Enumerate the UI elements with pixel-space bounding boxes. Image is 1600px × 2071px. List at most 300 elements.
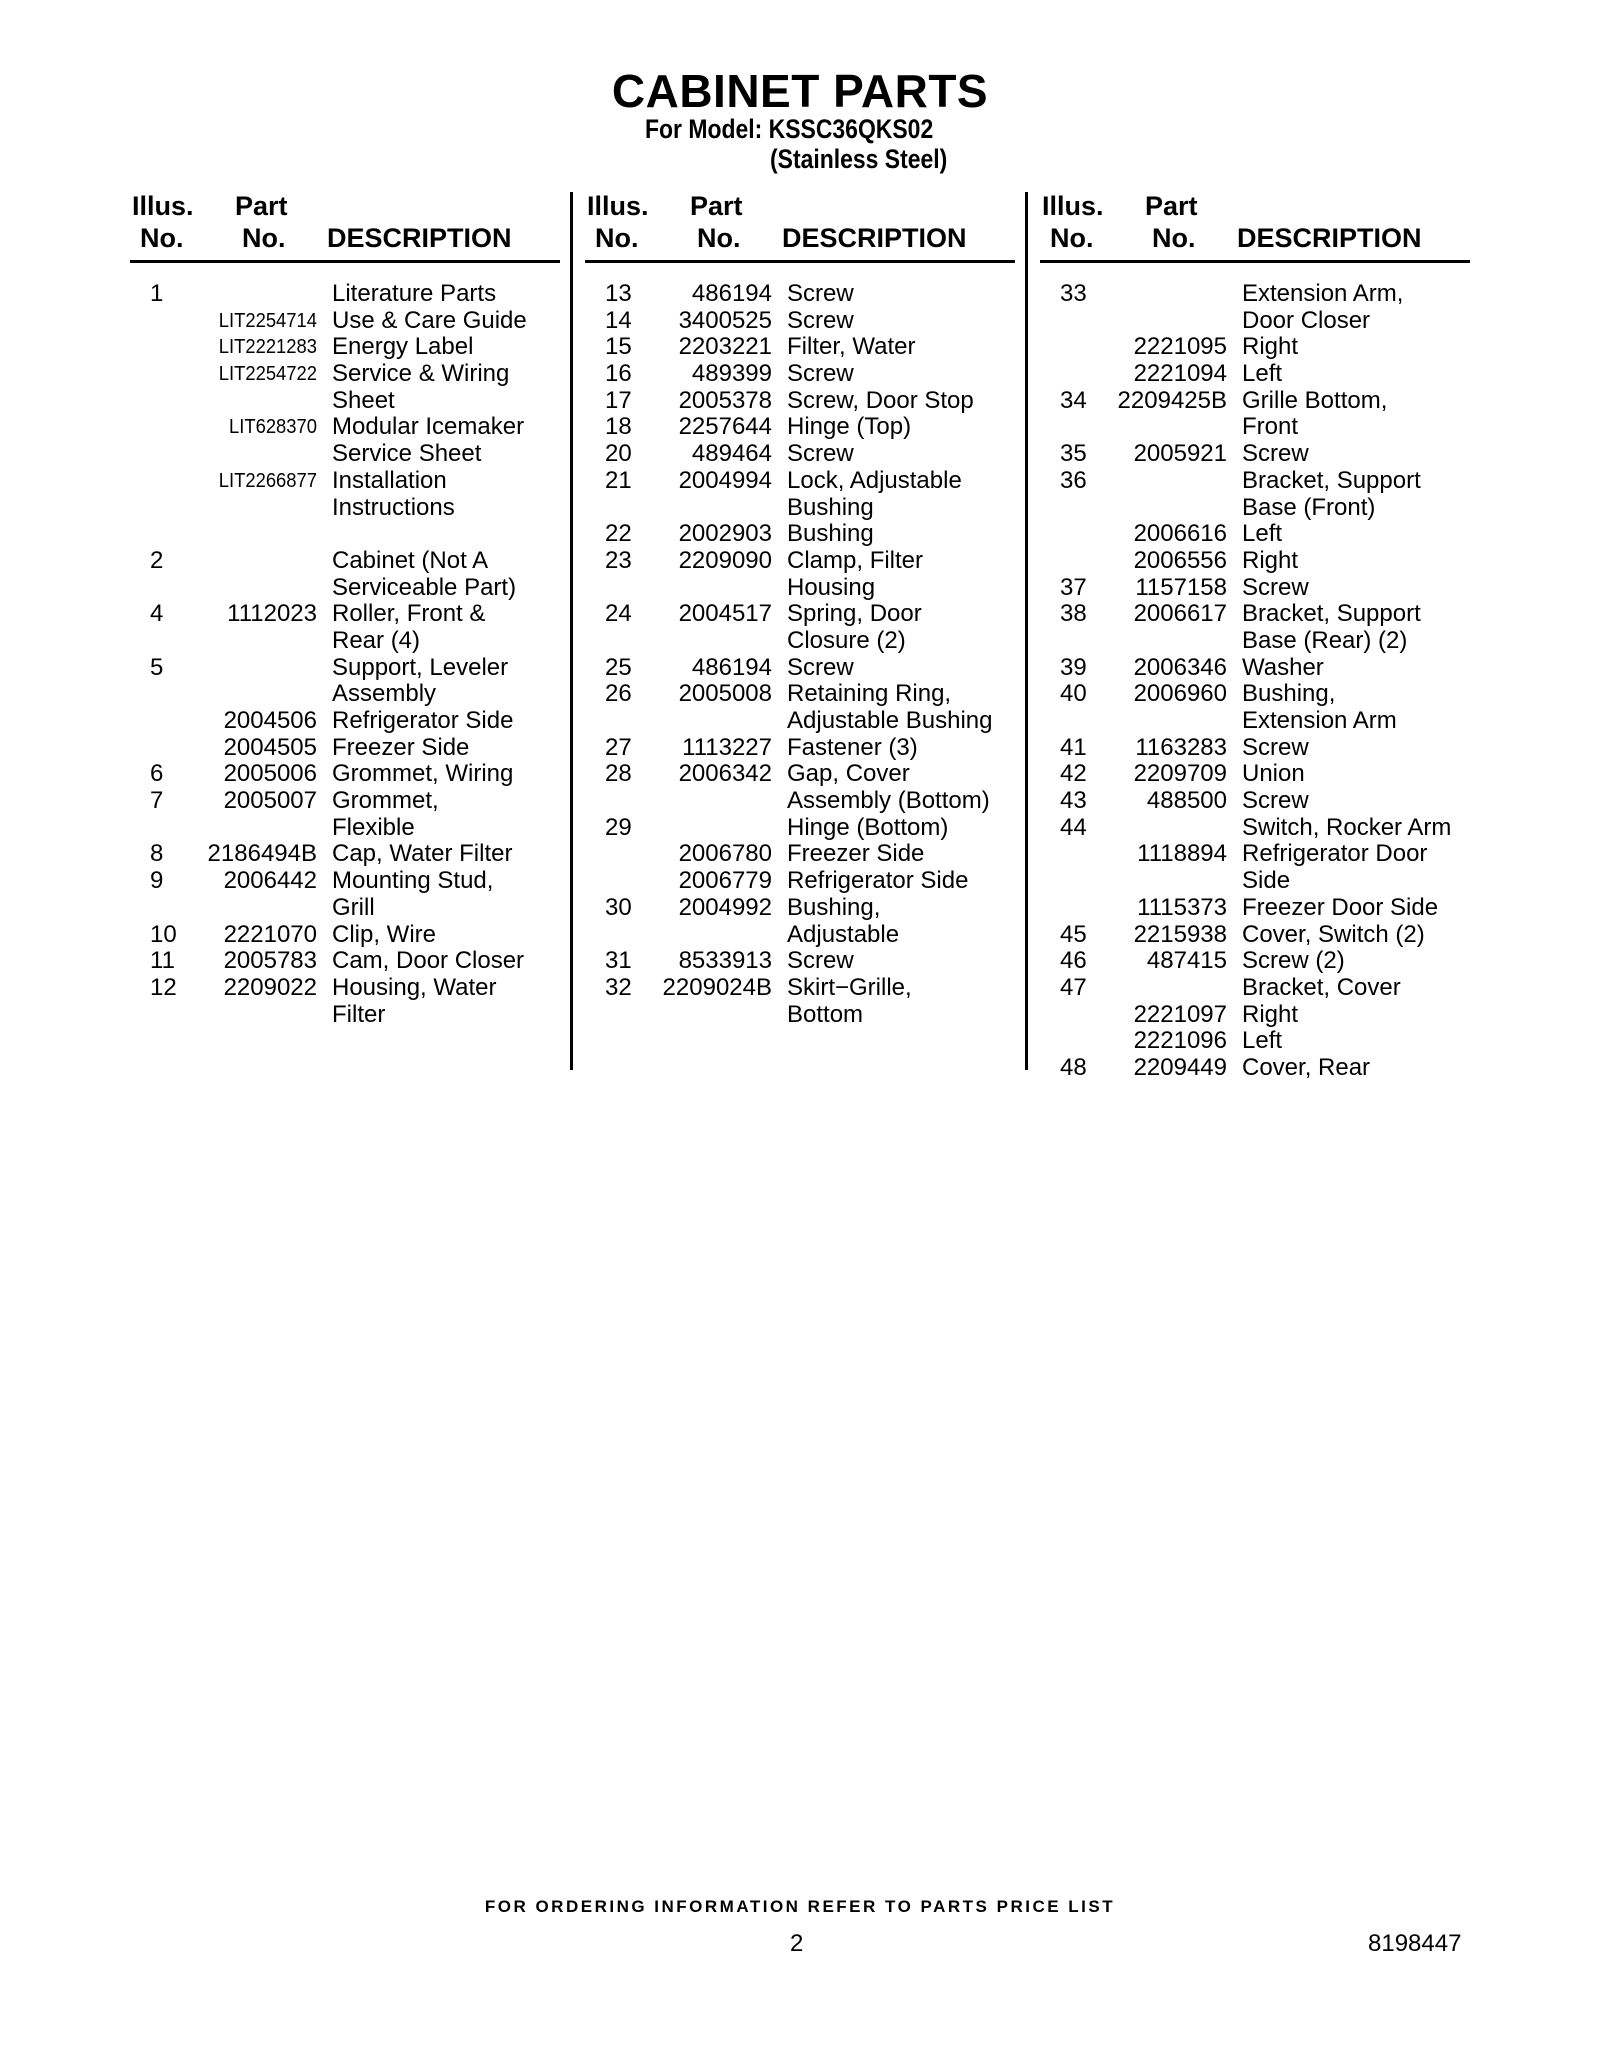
part-description: Screw <box>1242 440 1309 468</box>
illus-number: 24 <box>605 600 632 628</box>
part-no-header: No. <box>242 223 286 253</box>
part-description: Cam, Door Closer <box>332 947 525 975</box>
table-row <box>1040 628 1470 655</box>
part-description: Housing, Water <box>332 973 497 1001</box>
table-row <box>585 361 1015 388</box>
illus-header: Illus. <box>587 191 649 221</box>
part-description: Freezer Side <box>332 733 470 761</box>
illus-number: 34 <box>1060 386 1087 414</box>
part-number: 486194 <box>691 653 772 681</box>
part-number: 2186494B <box>207 840 317 868</box>
table-row <box>130 548 560 575</box>
table-row <box>1040 895 1470 922</box>
table-row <box>585 495 1015 522</box>
table-row <box>1040 868 1470 895</box>
part-number: 1157158 <box>1135 573 1227 601</box>
table-row <box>130 334 560 361</box>
table-row <box>585 548 1015 575</box>
illus-header: Illus. <box>1042 191 1104 221</box>
illus-number: 14 <box>605 306 632 334</box>
part-number: 2006960 <box>1133 680 1227 708</box>
part-description: Screw, Door Stop <box>787 386 974 414</box>
part-number: 487415 <box>1146 947 1227 975</box>
part-description: Use & Care Guide <box>332 306 527 334</box>
part-description: Bushing, <box>787 893 881 921</box>
table-row <box>1040 1055 1470 1082</box>
table-row <box>585 441 1015 468</box>
illus-number: 22 <box>605 520 632 548</box>
table-row <box>585 708 1015 735</box>
part-number: 2221095 <box>1133 333 1227 361</box>
part-number: 1163283 <box>1135 733 1227 761</box>
part-description: Rear (4) <box>332 626 421 654</box>
table-row <box>1040 521 1470 548</box>
part-description: Mounting Stud, <box>332 867 494 895</box>
table-row <box>585 628 1015 655</box>
part-description: Grill <box>332 893 375 921</box>
illus-number: 26 <box>605 680 632 708</box>
part-description: Gap, Cover <box>787 760 910 788</box>
part-description: Union <box>1242 760 1305 788</box>
table-row <box>585 521 1015 548</box>
table-row <box>1040 361 1470 388</box>
part-no-header: No. <box>697 223 741 253</box>
table-row <box>1040 655 1470 682</box>
part-description: Sheet <box>332 386 395 414</box>
table-row <box>1040 414 1470 441</box>
table-row <box>1040 388 1470 415</box>
part-description: Bushing <box>787 493 874 521</box>
part-description: Support, Leveler <box>332 653 509 681</box>
table-row <box>130 281 560 308</box>
illus-number: 9 <box>150 867 164 895</box>
table-row <box>130 655 560 682</box>
part-description: Flexible <box>332 813 415 841</box>
illus-number: 43 <box>1060 787 1087 815</box>
table-row <box>1040 735 1470 762</box>
illus-number: 11 <box>150 947 175 975</box>
part-number: 1118894 <box>1137 840 1227 868</box>
table-row <box>130 468 560 495</box>
parts-column-3 <box>1040 190 1470 1082</box>
illus-number: 48 <box>1060 1053 1087 1081</box>
document-number: 8198447 <box>1368 1930 1462 1957</box>
illus-number: 7 <box>150 787 164 815</box>
part-description: Base (Rear) (2) <box>1242 626 1408 654</box>
illus-number: 35 <box>1060 440 1087 468</box>
illus-number: 4 <box>150 600 164 628</box>
part-description: Energy Label <box>332 333 474 361</box>
part-number: 2209709 <box>1133 760 1227 788</box>
part-description: Screw (2) <box>1242 947 1345 975</box>
part-header: Part <box>1145 191 1198 221</box>
part-description: Installation <box>332 466 447 494</box>
illus-no-header: No. <box>595 223 639 253</box>
part-description: Screw <box>1242 787 1309 815</box>
table-row <box>1040 308 1470 335</box>
table-row <box>130 975 560 1002</box>
illus-number: 31 <box>605 947 632 975</box>
part-number: 2004505 <box>223 733 317 761</box>
table-row <box>130 708 560 735</box>
table-row <box>1040 761 1470 788</box>
column-divider <box>570 192 573 1070</box>
column-header <box>1040 190 1470 263</box>
illus-number: 39 <box>1060 653 1087 681</box>
table-row <box>130 628 560 655</box>
illus-number: 12 <box>150 973 177 1001</box>
part-description: Literature Parts <box>332 280 497 307</box>
table-row <box>130 948 560 975</box>
part-description: Serviceable Part) <box>332 573 517 601</box>
table-row <box>1040 334 1470 361</box>
table-row <box>585 895 1015 922</box>
illus-number: 46 <box>1060 947 1087 975</box>
part-description: Refrigerator Door <box>1242 840 1428 868</box>
table-row <box>1040 495 1470 522</box>
column-header <box>130 190 560 263</box>
table-row <box>585 735 1015 762</box>
part-description: Door Closer <box>1242 306 1371 334</box>
part-number: 2257644 <box>678 413 772 441</box>
table-row <box>1040 575 1470 602</box>
column-divider <box>1025 192 1028 1070</box>
illus-number: 20 <box>605 440 632 468</box>
part-description: Bracket, Cover <box>1242 973 1401 1001</box>
part-number: 2221094 <box>1133 360 1227 388</box>
part-description: Cabinet (Not A <box>332 546 489 574</box>
part-number: 2221070 <box>223 920 317 948</box>
part-number: 2005783 <box>223 947 317 975</box>
table-row <box>130 735 560 762</box>
part-number: 2006346 <box>1133 653 1227 681</box>
part-description: Cover, Switch (2) <box>1242 920 1425 948</box>
part-description: Screw <box>1242 573 1309 601</box>
part-description: Closure (2) <box>787 626 906 654</box>
table-row <box>585 788 1015 815</box>
part-description: Skirt−Grille, <box>787 973 912 1001</box>
illus-number: 36 <box>1060 466 1087 494</box>
part-number: 1115373 <box>1137 893 1227 921</box>
part-number: 2006342 <box>678 760 772 788</box>
table-row <box>130 361 560 388</box>
part-number: 2005921 <box>1133 440 1227 468</box>
part-description: Grommet, <box>332 787 439 815</box>
part-description: Assembly <box>332 680 437 708</box>
table-row <box>585 468 1015 495</box>
part-description: Right <box>1242 333 1299 361</box>
part-number: 1112023 <box>227 600 317 628</box>
part-description: Lock, Adjustable <box>787 466 962 494</box>
illus-number: 17 <box>605 386 632 414</box>
part-description: Left <box>1242 1027 1283 1055</box>
part-description: Screw <box>787 947 854 975</box>
part-description: Switch, Rocker Arm <box>1242 813 1452 841</box>
part-number: 2004506 <box>223 707 317 734</box>
table-row <box>1040 948 1470 975</box>
illus-no-header: No. <box>140 223 184 253</box>
part-description: Cap, Water Filter <box>332 840 513 868</box>
table-row <box>1040 548 1470 575</box>
part-description: Screw <box>787 653 854 681</box>
parts-list <box>1040 281 1470 1082</box>
part-description: Base (Front) <box>1242 493 1376 521</box>
table-row <box>585 868 1015 895</box>
part-description: Left <box>1242 520 1283 548</box>
part-description: Grommet, Wiring <box>332 760 514 788</box>
table-row <box>585 308 1015 335</box>
part-description: Hinge (Bottom) <box>787 813 949 841</box>
part-description: Fastener (3) <box>787 733 918 761</box>
table-row <box>585 681 1015 708</box>
part-description: Right <box>1242 546 1299 574</box>
column-header <box>585 190 1015 263</box>
part-number: 2004992 <box>678 893 772 921</box>
table-row <box>585 414 1015 441</box>
illus-number: 8 <box>150 840 164 868</box>
illus-number: 23 <box>605 546 632 574</box>
table-row <box>130 761 560 788</box>
part-number: 2004517 <box>678 600 772 628</box>
table-row <box>130 521 560 548</box>
table-row <box>585 761 1015 788</box>
part-description: Screw <box>1242 733 1309 761</box>
part-number: 2006616 <box>1133 520 1227 548</box>
part-description: Grille Bottom, <box>1242 386 1388 414</box>
part-number: LIT2221283 <box>218 336 317 359</box>
part-no-header: No. <box>1152 223 1196 253</box>
table-row <box>585 655 1015 682</box>
model-subtitle: For Model: KSSC36QKS02 <box>645 114 934 144</box>
table-row <box>130 414 560 441</box>
part-number: 486194 <box>691 280 772 307</box>
part-description: Screw <box>787 280 854 307</box>
illus-no-header: No. <box>1050 223 1094 253</box>
part-number: 1113227 <box>682 733 772 761</box>
illus-number: 30 <box>605 893 632 921</box>
part-description: Retaining Ring, <box>787 680 952 708</box>
part-number: 2209449 <box>1133 1053 1227 1081</box>
part-number: 2006780 <box>678 840 772 868</box>
table-row <box>585 601 1015 628</box>
parts-column-2 <box>585 190 1015 1028</box>
parts-list <box>585 281 1015 1028</box>
part-number: 2209022 <box>223 973 317 1001</box>
table-row <box>585 1002 1015 1029</box>
table-row <box>585 281 1015 308</box>
part-description: Bushing <box>787 520 874 548</box>
table-row <box>1040 1028 1470 1055</box>
table-row <box>130 388 560 415</box>
parts-list <box>130 281 560 1028</box>
part-description: Adjustable Bushing <box>787 707 993 734</box>
illus-number: 10 <box>150 920 177 948</box>
part-description: Clip, Wire <box>332 920 437 948</box>
illus-number: 38 <box>1060 600 1087 628</box>
part-description: Bushing, <box>1242 680 1336 708</box>
table-row <box>130 441 560 468</box>
part-description: Cover, Rear <box>1242 1053 1371 1081</box>
part-description: Housing <box>787 573 876 601</box>
table-row <box>130 681 560 708</box>
illus-number: 18 <box>605 413 632 441</box>
part-description: Clamp, Filter <box>787 546 924 574</box>
table-row <box>1040 922 1470 949</box>
part-number: 2215938 <box>1133 920 1227 948</box>
illus-number: 45 <box>1060 920 1087 948</box>
table-row <box>1040 975 1470 1002</box>
part-number: 2005006 <box>223 760 317 788</box>
finish-subtitle: (Stainless Steel) <box>770 144 948 174</box>
part-description: Washer <box>1242 653 1324 681</box>
table-row <box>1040 708 1470 735</box>
table-row <box>130 788 560 815</box>
part-description: Bottom <box>787 1000 864 1028</box>
description-header: DESCRIPTION <box>782 223 967 253</box>
description-header: DESCRIPTION <box>1237 223 1422 253</box>
part-number: 2203221 <box>678 333 772 361</box>
part-description: Roller, Front & <box>332 600 486 628</box>
table-row <box>130 1002 560 1029</box>
part-description: Extension Arm, <box>1242 280 1404 307</box>
table-row <box>130 895 560 922</box>
part-number: 489464 <box>691 440 772 468</box>
table-row <box>585 975 1015 1002</box>
ordering-footer: FOR ORDERING INFORMATION REFER TO PARTS PRICE LIST <box>484 1897 1116 1916</box>
illus-number: 21 <box>605 466 632 494</box>
illus-number: 41 <box>1060 733 1087 761</box>
table-row <box>585 334 1015 361</box>
illus-number: 2 <box>150 546 164 574</box>
part-number: 2002903 <box>678 520 772 548</box>
table-row <box>585 815 1015 842</box>
illus-header: Illus. <box>132 191 194 221</box>
part-number: 488500 <box>1146 787 1227 815</box>
illus-number: 37 <box>1060 573 1087 601</box>
part-number: 2006442 <box>223 867 317 895</box>
part-description: Screw <box>787 440 854 468</box>
illus-number: 33 <box>1060 280 1087 307</box>
illus-number: 6 <box>150 760 164 788</box>
part-number: 2221096 <box>1133 1027 1227 1055</box>
table-row <box>1040 1002 1470 1029</box>
part-number: 2221097 <box>1133 1000 1227 1028</box>
part-description: Assembly (Bottom) <box>787 787 990 815</box>
part-description: Right <box>1242 1000 1299 1028</box>
table-row <box>585 575 1015 602</box>
part-number: 2209425B <box>1117 386 1227 414</box>
table-row <box>1040 441 1470 468</box>
illus-number: 5 <box>150 653 164 681</box>
part-description: Extension Arm <box>1242 707 1397 734</box>
table-row <box>1040 815 1470 842</box>
illus-number: 1 <box>150 280 164 307</box>
part-number: 8533913 <box>678 947 772 975</box>
part-description: Hinge (Top) <box>787 413 912 441</box>
table-row <box>130 601 560 628</box>
table-row <box>130 815 560 842</box>
part-number: LIT2254722 <box>218 363 317 386</box>
table-row <box>130 922 560 949</box>
part-number: LIT2254714 <box>218 309 317 332</box>
illus-number: 28 <box>605 760 632 788</box>
table-row <box>585 388 1015 415</box>
part-description: Bracket, Support <box>1242 466 1421 494</box>
part-description: Spring, Door <box>787 600 922 628</box>
page-number: 2 <box>790 1930 804 1957</box>
part-number: 489399 <box>691 360 772 388</box>
part-description: Side <box>1242 867 1291 895</box>
part-number: LIT628370 <box>229 416 317 439</box>
table-row <box>130 868 560 895</box>
part-description: Service & Wiring <box>332 360 510 388</box>
illus-number: 40 <box>1060 680 1087 708</box>
part-number: 2005008 <box>678 680 772 708</box>
table-row <box>130 495 560 522</box>
page-title: CABINET PARTS <box>611 65 989 117</box>
part-description: Adjustable <box>787 920 900 948</box>
description-header: DESCRIPTION <box>327 223 512 253</box>
illus-number: 47 <box>1060 973 1087 1001</box>
table-row <box>585 841 1015 868</box>
table-row <box>1040 841 1470 868</box>
part-description: Service Sheet <box>332 440 482 468</box>
illus-number: 16 <box>605 360 632 388</box>
part-description: Screw <box>787 306 854 334</box>
part-number: 2004994 <box>678 466 772 494</box>
part-description: Left <box>1242 360 1283 388</box>
part-description: Freezer Door Side <box>1242 893 1439 921</box>
illus-number: 42 <box>1060 760 1087 788</box>
illus-number: 13 <box>605 280 632 307</box>
table-row <box>585 922 1015 949</box>
part-number: 2005378 <box>678 386 772 414</box>
table-row <box>1040 788 1470 815</box>
part-number: 2005007 <box>223 787 317 815</box>
parts-column-1 <box>130 190 560 1028</box>
part-description: Bracket, Support <box>1242 600 1421 628</box>
part-description: Modular Icemaker <box>332 413 525 441</box>
part-number: 2209024B <box>662 973 772 1001</box>
part-header: Part <box>235 191 288 221</box>
table-row <box>130 575 560 602</box>
part-header: Part <box>690 191 743 221</box>
table-row <box>585 948 1015 975</box>
part-description: Screw <box>787 360 854 388</box>
table-row <box>1040 601 1470 628</box>
part-description: Instructions <box>332 493 455 521</box>
illus-number: 32 <box>605 973 632 1001</box>
illus-number: 15 <box>605 333 632 361</box>
part-description: Refrigerator Side <box>332 707 514 734</box>
illus-number: 44 <box>1060 813 1087 841</box>
part-description: Front <box>1242 413 1299 441</box>
part-number: 2006779 <box>678 867 772 895</box>
part-description: Filter, Water <box>787 333 916 361</box>
illus-number: 29 <box>605 813 632 841</box>
table-row <box>1040 681 1470 708</box>
part-number: 2006617 <box>1133 600 1227 628</box>
part-number: 3400525 <box>678 306 772 334</box>
illus-number: 25 <box>605 653 632 681</box>
table-row <box>1040 468 1470 495</box>
part-number: 2209090 <box>678 546 772 574</box>
illus-number: 27 <box>605 733 632 761</box>
part-description: Refrigerator Side <box>787 867 969 895</box>
table-row <box>1040 281 1470 308</box>
part-description: Freezer Side <box>787 840 925 868</box>
part-number: 2006556 <box>1133 546 1227 574</box>
